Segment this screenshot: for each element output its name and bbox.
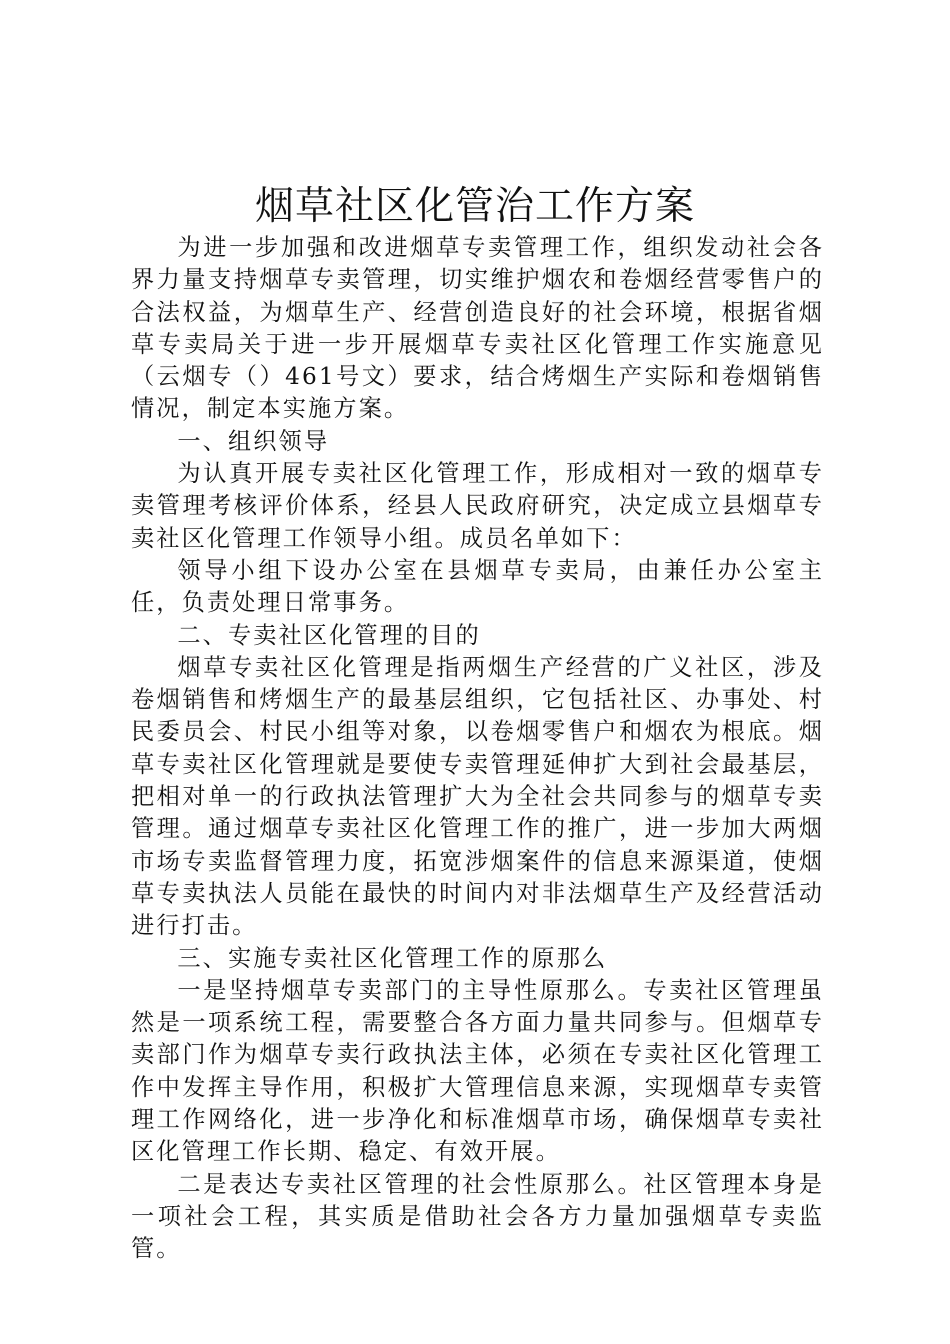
- paragraph-office: 领导小组下设办公室在县烟草专卖局，由兼任办公室主任，负责处理日常事务。: [131, 556, 824, 617]
- paragraph-organization: 为认真开展专卖社区化管理工作，形成相对一致的烟草专卖管理考核评价体系，经县人民政府研究，决定成立县烟草专卖社区化管理工作领导小组。成员名单如下：: [131, 460, 824, 552]
- paragraph-intro: 为进一步加强和改进烟草专卖管理工作，组织发动社会各界力量支持烟草专卖管理，切实维护烟农和卷烟经营零售户的合法权益，为烟草生产、经营创造良好的社会环境，根据省烟草专卖局关于进一步开展烟草专卖社区化管理工作实施意见（云烟专（）461号文）要求，结合烤烟生产实际和卷烟销售情况，制定本实施方案。: [131, 234, 824, 423]
- paragraph-principle-two: 二是表达专卖社区管理的社会性原那么。社区管理本身是一项社会工程，其实质是借助社会各方力量加强烟草专卖监管。: [131, 1170, 824, 1263]
- paragraph-purpose: 烟草专卖社区化管理是指两烟生产经营的广义社区，涉及卷烟销售和烤烟生产的最基层组织，它包括社区、办事处、村民委员会、村民小组等对象，以卷烟零售户和烟农为根底。烟草专卖社区化管理就是要使专卖管理延伸扩大到社会最基层，把相对单一的行政执法管理扩大为全社会共同参与的烟草专卖管理。通过烟草专卖社区化管理工作的推广，进一步加大两烟市场专卖监督管理力度，拓宽涉烟案件的信息来源渠道，使烟草专卖执法人员能在最快的时间内对非法烟草生产及经营活动进行打击。: [131, 653, 824, 940]
- section-heading-organization: 一、组织领导: [177, 427, 330, 455]
- section-heading-principles: 三、实施专卖社区化管理工作的原那么: [177, 944, 608, 972]
- section-heading-purpose: 二、专卖社区化管理的目的: [177, 621, 481, 649]
- paragraph-principle-one: 一是坚持烟草专卖部门的主导性原那么。专卖社区管理虽然是一项系统工程，需要整合各方面力量共同参与。但烟草专卖部门作为烟草专卖行政执法主体，必须在专卖社区化管理工作中发挥主导作用，积极扩大管理信息来源，实现烟草专卖管理工作网络化，进一步净化和标准烟草市场，确保烟草专卖社区化管理工作长期、稳定、有效开展。: [131, 976, 824, 1166]
- document-body: [131, 232, 824, 1266]
- document-title: 烟草社区化管治工作方案: [254, 184, 695, 229]
